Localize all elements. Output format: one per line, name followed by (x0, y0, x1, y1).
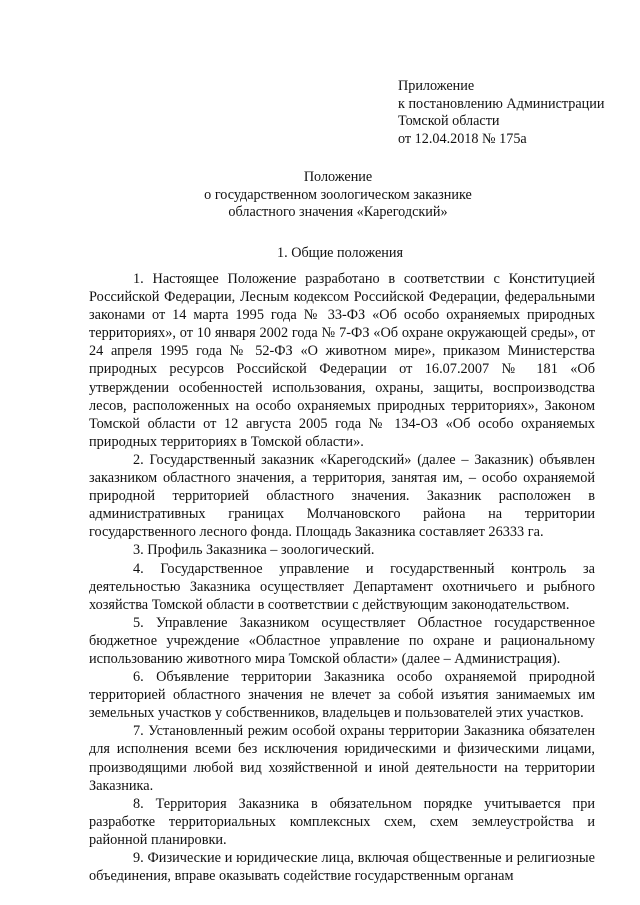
document-title (0, 169, 640, 222)
paragraph: 1. Настоящее Положение разработано в соответствии с Конституцией Российской Федерации, Лесным кодексом Российской Федерации, федеральными законами от 14 марта 1995 года № 33-ФЗ «Об особо охраняемых природных территориях», от 10 января 2002 года № 7-ФЗ «Об охране окружающей среды», от 24 апреля 1995 года № 52-ФЗ «О животном мире», приказом Министерства природных ресурсов Российской Федерации от 16.07.2007 № 181 «Об утверждении особенностей использования, охраны, защиты, воспроизводства лесов, расположенных на особо охраняемых природных территориях», Законом Томской области от 12 августа 2005 года № 134-ОЗ «Об особо охраняемых природных территориях в Томской области». (89, 271, 595, 450)
paragraph: 7. Установленный режим особой охраны территории Заказника обязателен для исполнения всеми без исключения юридическими и физическими лицами, производящими любой вид хозяйственной и иной деятельности на территории Заказника. (89, 723, 595, 794)
paragraph: 5. Управление Заказником осуществляет Областное государственное бюджетное учреждение «Областное управление по охране и рациональному использованию животного мира Томской области» (далее – Администрация). (89, 614, 595, 667)
paragraph: 2. Государственный заказник «Карегодский» (далее – Заказник) объявлен заказником областного значения, а территория, занятая им, – особо охраняемой природной территорией областного значения. Заказник расположен в административных границах Молчановского района на территории государственного лесного фонда. Площадь Заказника составляет 26333 га. (89, 451, 595, 541)
paragraph: 6. Объявление территории Заказника особо охраняемой природной территорией областного значения не влечет за собой изъятия занимаемых им земельных участков у собственников, владельцев и пользователей этих участков. (89, 669, 595, 722)
paragraph: 3. Профиль Заказника – зоологический. (133, 542, 375, 559)
appendix-line: от 12.04.2018 № 175а (398, 130, 527, 147)
appendix-line: Приложение (398, 78, 475, 94)
section-heading: 1. Общие положения (277, 245, 403, 261)
paragraph: 9. Физические и юридические лица, включая общественные и религиозные объединения, вправе оказывать содействие государственным органам (89, 850, 595, 885)
document-body (89, 270, 595, 885)
title-line: областного значения «Карегодский» (228, 204, 448, 220)
paragraph: 4. Государственное управление и государственный контроль за деятельностью Заказника осуществляет Департамент охотничьего и рыбного хозяйства Томской области в соответствии с действующим законодательством. (89, 560, 595, 613)
title-line: о государственном зоологическом заказнике (204, 186, 472, 203)
appendix-line: к постановлению Администрации (398, 95, 605, 112)
appendix-line: Томской области (398, 113, 500, 129)
appendix-block (398, 78, 604, 148)
paragraph: 8. Территория Заказника в обязательном порядке учитывается при разработке территориальных комплексных схем, схем землеустройства и районной планировки. (89, 795, 595, 848)
title-line: Положение (303, 169, 373, 185)
